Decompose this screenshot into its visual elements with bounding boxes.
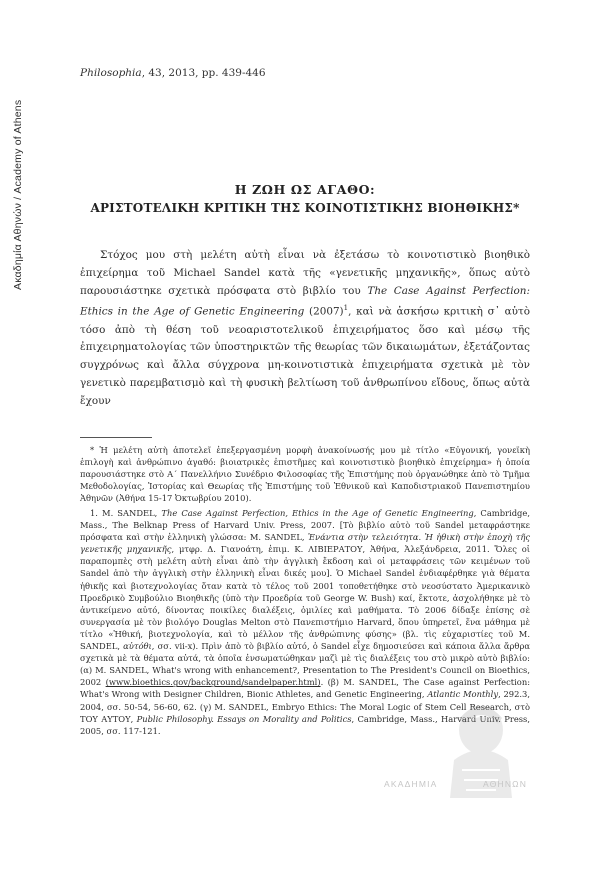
side-watermark: Ακαδημία Αθηνών / Academy of Athens: [12, 99, 24, 290]
fn1-book-title: The Case Against Perfection, Ethics in the Age of Genetic Engineering: [161, 508, 474, 518]
footnote-divider: [80, 437, 152, 438]
fn1-text-a: 1. M. SANDEL,: [90, 508, 162, 518]
title-line-2: ΑΡΙΣΤΟΤΕΛΙΚΗ ΚΡΙΤΙΚΗ ΤΗΣ ΚΟΙΝΟΤΙΣΤΙΚΗΣ ΒΙΟΗΘΙΚΗΣ*: [90, 201, 520, 215]
body-paragraph: [80, 247, 530, 411]
fn1-atlantic: Atlantic Monthly: [427, 689, 499, 700]
fn1-url-link[interactable]: (www.bioethics.gov/background/sandelpaper.html): [105, 677, 321, 688]
fn1-text-f: , 292.3, 2004, σσ. 50-54, 56-60, 62. (γ) M. SANDEL, Embryo Ethics: The Moral Logic of Stem Cell Research, στὸ ΤΟΥ ΑΥΤΟΥ,: [80, 689, 530, 724]
title-line-1: Η ΖΩΗ ΩΣ ΑΓΑΘΟ:: [234, 182, 376, 197]
stamp-text-left: ΑΚΑΔΗΜΙΑ: [384, 779, 438, 789]
book-title: The Case Against Perfection: Ethics in the Age of Genetic Engineering: [80, 284, 530, 318]
journal-name: Philosophia: [80, 67, 142, 79]
fn1-text-b: , Cambridge, Mass., The Belknap Press of Harvard Univ. Press, 2007. [Τὸ βιβλίο αὐτὸ τοῦ Sandel μεταφράστηκε πρόσφατα καὶ στὴν ἑλληνικὴ γλώσσα: M. SANDEL,: [80, 508, 530, 543]
footnote-star: * Ἡ μελέτη αὐτὴ ἀποτελεῖ ἐπεξεργασμένη μορφὴ ἀνακοίνωσής μου μὲ τίτλο «Εὐγονική, γονεϊκὴ ἐπιλογὴ καὶ ἀνθρώπινο ἀγαθό: βιοιατρικὲς ἐπιστῆμες καὶ κοινοτιστικὸ βιοηθικὸ ἐπιχείρημα» ἡ ὁποία παρουσιάστηκε στὸ Α΄ Πανελλήνιο Συνέδριο Φιλοσοφίας τῆς Ἐπιστήμης ποὺ ὀργανώθηκε ἀπὸ τὸ Τμῆμα Μεθοδολογίας, Ἱστορίας καὶ Θεωρίας τῆς Ἐπιστήμης τοῦ Ἐθνικοῦ καὶ Καποδιστριακοῦ Πανεπιστημίου Ἀθηνῶν (Ἀθήνα 15-17 Ὀκτωβρίου 2010).: [80, 445, 530, 504]
fn1-greek-title: Ἐνάντια στὴν τελειότητα. Ἡ ἠθικὴ στὴν ἐποχὴ τῆς γενετικῆς μηχανικῆς: [80, 532, 530, 555]
footnote-ref-1[interactable]: 1: [343, 304, 349, 313]
fn1-text-d: , σσ. vii-x). Πρὶν ἀπὸ τὸ βιβλίο αὐτό, ὁ Sandel εἶχε δημοσιεύσει καὶ κάποια ἄλλα ἄρθρα σχετικὰ μὲ τὰ θέματα αὐτά, τὰ ὁποῖα ἐνσωματώθηκαν μαζὶ μὲ τὶς διαλέξεις του στὸ μικρὸ αὐτὸ βιβλίο: (α) M. SANDEL, What's wrong with enhancement?, Presentation to The President's Council on Bioethics, 2002: [80, 641, 530, 688]
body-text-a: Στόχος μου στὴ μελέτη αὐτὴ εἶναι νὰ ἐξετάσω τὸ κοινοτιστικὸ βιοηθικὸ ἐπιχείρημα τοῦ Michael Sandel κατὰ τῆς «γενετικῆς μηχανικῆς», ὅπως αὐτὸ παρουσιάστηκε σχετικὰ πρόσφατα στὸ βιβλίο του: [80, 249, 530, 297]
fn1-public-philosophy: Public Philosophy. Essays on Morality and Politics: [136, 713, 352, 724]
journal-citation: , 43, 2013, pp. 439-446: [141, 67, 266, 79]
fn1-text-g: , Cambridge, Mass., Harvard Univ. Press, 2005, σσ. 117-121.: [80, 713, 530, 736]
fn1-text-c: , μτφρ. Δ. Γιανοάτη, ἐπιμ. Κ. ΛΙΒΙΕΡΑΤΟΥ, Ἀθήνα, Ἀλεξάνδρεια, 2011. Ὅλες οἱ παραπομπὲς στὴ μελέτη αὐτὴ εἶναι ἀπὸ τὴν ἀγγλικὴ ἔκδοση καὶ οἱ μεταφράσεις τῶν κειμένων τοῦ Sandel ἀπὸ τὴν ἀγγλικὴ στὴν ἑλληνικὴ εἶναι δικές μου]. Ὁ Michael Sandel ἐνδιαφέρθηκε γιὰ θέματα ἠθικῆς καὶ βιοτεχνολογίας ὅταν κατὰ τὸ τέλος τοῦ 2001 τοποθετήθηκε στὸ νεοσύστατο Ἀμερικανικὸ Προεδρικὸ Συμβούλιο Βιοηθικῆς (ὑπὸ τὴν Προεδρία τοῦ George W. Bush) καί, ἔκτοτε, ἀσχολήθηκε μὲ τὸ ἀντικείμενο αὐτό, δίνοντας ποικίλες διαλέξεις, ὁμιλίες καὶ μαθήματα. Τὸ 2006 δίδαξε ἐπίσης σὲ συνεργασία μὲ τὸν βιολόγο Douglas Melton στὸ Πανεπιστήμιο Harvard, ὅπου ὑπηρετεῖ, ἕνα μάθημα μὲ τίτλο «Ἠθική, βιοτεχνολογία, καὶ τὸ μέλλον τῆς ἀνθρώπινης φύσης» (βλ. τὶς εὐχαριστίες τοῦ M. SANDEL,: [80, 544, 530, 652]
stamp-text-right: ΑΘΗΝΩΝ: [483, 779, 528, 789]
book-year: (2007): [304, 305, 344, 318]
fn1-text-e: . (β) M. SANDEL, The Case against Perfection: What's Wrong with Designer Children, Bionic Athletes, and Genetic Engineering,: [80, 677, 531, 700]
fn1-ibid: αὐτόθι: [123, 641, 152, 652]
journal-header: [80, 67, 266, 79]
article-title: [70, 181, 540, 217]
body-text-b: , καὶ νὰ ἀσκήσω κριτικὴ σ᾽ αὐτὸ τόσο ἀπὸ τὴ θέση τοῦ νεοαριστοτελικοῦ ἐπιχειρήματος ὅσο καὶ μέσῳ τῆς ἐπιχειρηματολογίας τῶν ὑποστηρικτῶν τῆς θεωρίας τῶν δικαιωμάτων, ἐξετάζοντας συγχρόνως καὶ ἄλλα σύγχρονα μη-κοινοτιστικὰ ἐπιχειρήματα σχετικὰ μὲ τὸν γενετικὸ παρεμβατισμὸ καὶ τὴ φυσικὴ βελτίωση τοῦ ἀνθρωπίνου εἴδους, ὅπως αὐτὰ ἔχουν: [80, 305, 530, 407]
